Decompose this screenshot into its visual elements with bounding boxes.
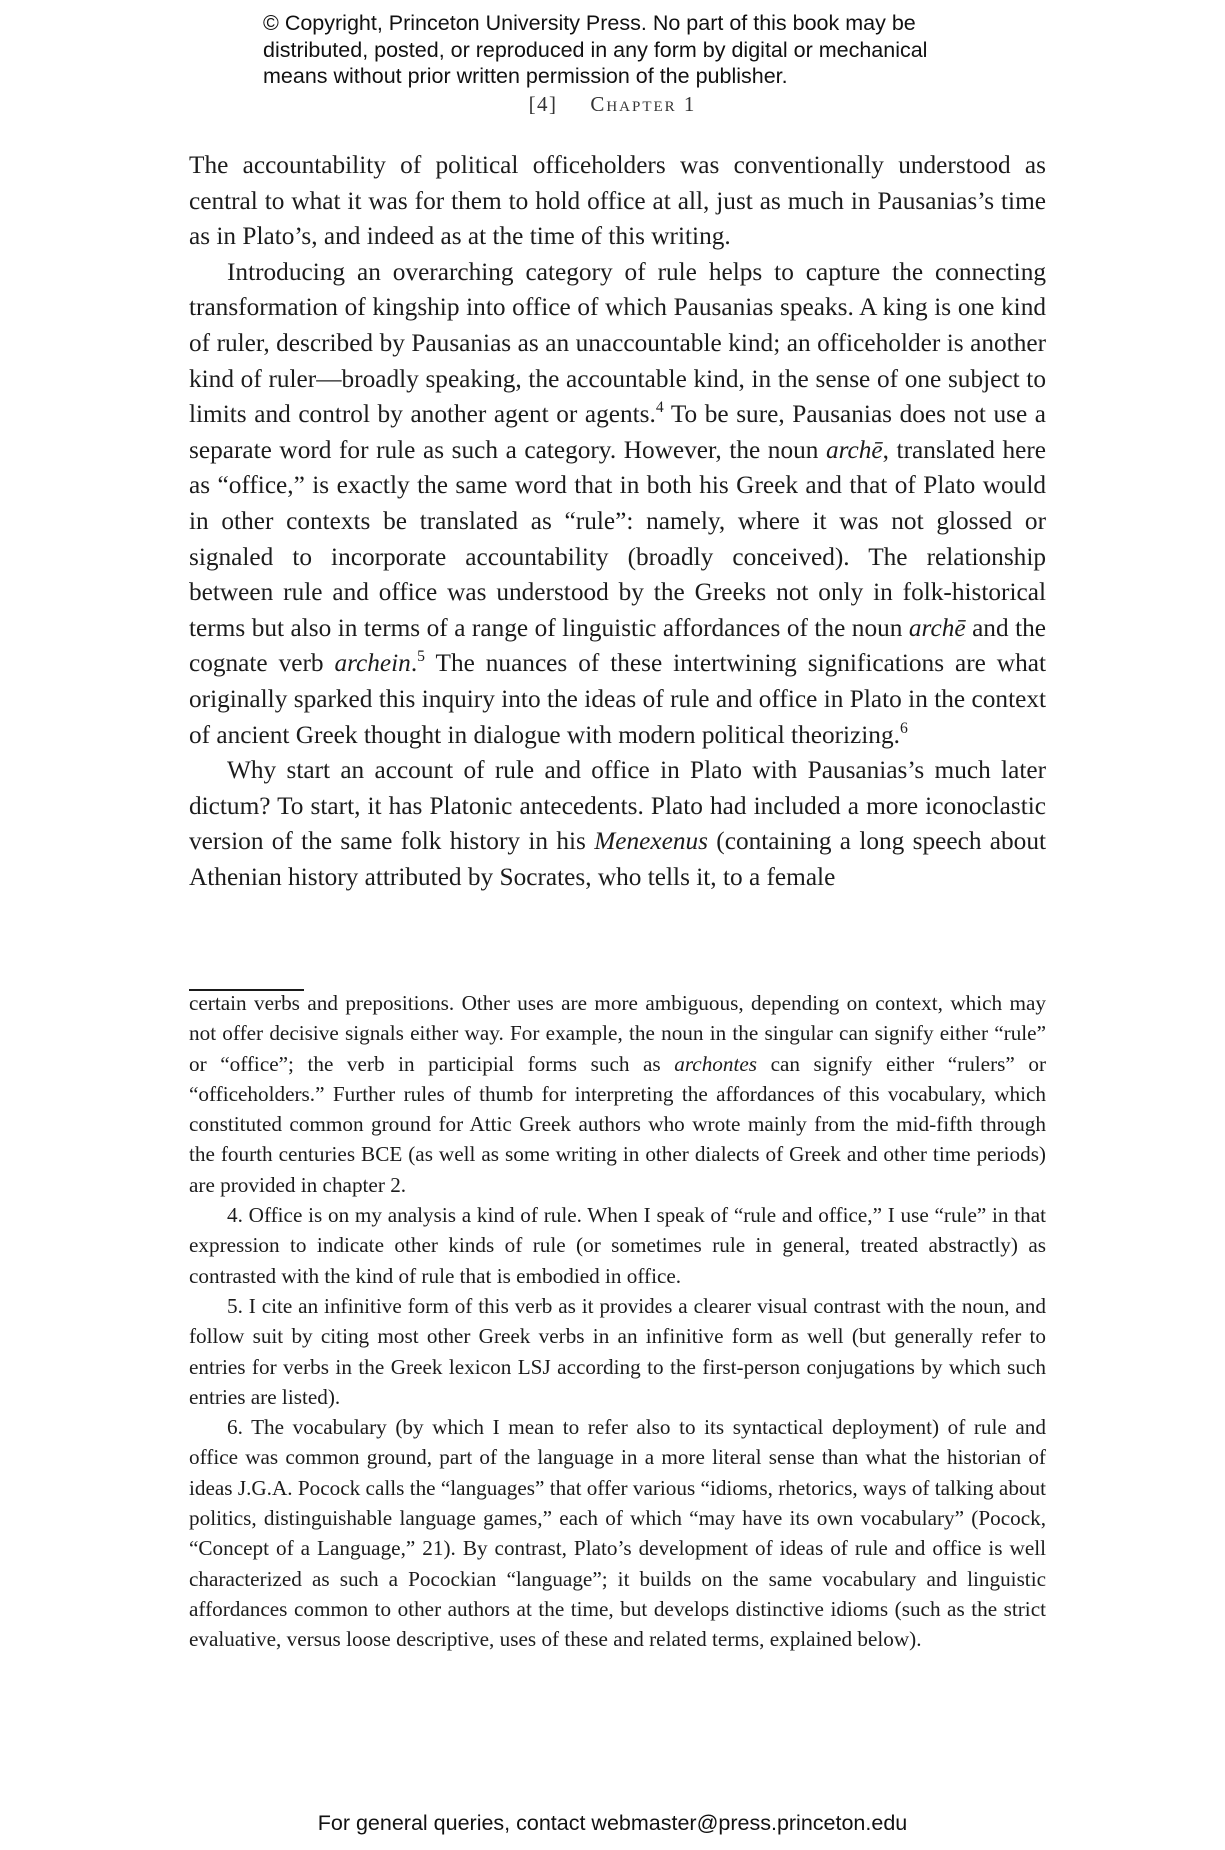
footnote-continuation: certain verbs and prepositions. Other uses are more ambiguous, depending on context, which may not offer decisive signals either way. For example, the noun in the singular can signify either “rule” or “office”; the verb in participial forms such as archontes can signify either “rulers” or “officeholders.” Further rules of thumb for interpreting the affordances of this vocabulary, which constituted common ground for Attic Greek authors who wrote mainly from the mid-fifth through the fourth centuries BCE (as well as some writing in other dialects of Greek and other time periods) are provided in chapter 2. (189, 991, 1047, 1197)
body-paragraph: Introducing an overarching category of rule helps to capture the connecting transformation of kingship into office of which Pausanias speaks. A king is one kind of ruler, described by Pausanias as an unaccountable kind; an officeholder is another kind of ruler—broadly speaking, the accountable kind, in the sense of one subject to limits and control by another agent or agents.$^4$ To be sure, Pausanias does not use a separate word for rule as such a category. However, the noun archē, translated here as “office,” is exactly the same word that in both his Greek and that of Plato would in other contexts be translated as “rule”: namely, where it was not glossed or signaled to incorporate accountability (broadly conceived). The relationship between rule and office was understood by the Greeks not only in folk-historical terms but also in terms of a range of linguistic affordances of the noun archē and the cognate verb archein.$^5$ The nuances of these intertwining significations are what originally sparked this inquiry into the ideas of rule and office in Plato in the context of ancient Greek thought in dialogue with modern political theorizing.$^6$ (189, 257, 1046, 749)
main-text (189, 148, 1046, 895)
footnote-reference[interactable]: 5 (417, 648, 426, 666)
footer-contact: For general queries, contact webmaster@press.princeton.edu (317, 1811, 908, 1835)
footnote-reference[interactable]: 4 (655, 398, 664, 416)
italic-term: archontes (674, 1051, 758, 1076)
copyright-line: distributed, posted, or reproduced in any form by digital or mechanical (263, 37, 928, 62)
footnote-6: 6. The vocabulary (by which I mean to refer also to its syntactical deployment) of rule and office was common ground, part of the language in a more literal sense than what the historian of ideas J.G.A. Pocock calls the “languages” that offer various “idioms, rhetorics, ways of talking about politics, distinguishable language games,” each of which “may have its own vocabulary” (Pocock, “Concept of a Language,” 21). By contrast, Plato’s development of ideas of rule and office is well characterized as such a Pocockian “language”; it builds on the same vocabulary and linguistic affordances common to other authors at the time, but develops distinctive idioms (such as the strict evaluative, versus loose descriptive, uses of these and related terms, explained below). (189, 1415, 1046, 1652)
copyright-line: © Copyright, Princeton University Press. No part of this book may be (263, 11, 916, 35)
body-paragraph: The accountability of political officeholders was conventionally understood as central to what it was for them to hold office at all, just as much in Pausanias’s time as in Plato’s, and indeed as at the time of this writing. (189, 151, 1046, 251)
italic-term: archē (825, 435, 883, 464)
page-number: [4] (528, 92, 558, 116)
footnote-reference[interactable]: 6 (899, 719, 908, 737)
footnote-4: 4. Office is on my analysis a kind of rule. When I speak of “rule and office,” I use “rule” in that expression to indicate other kinds of rule (or sometimes rule in general, treated abstractly) as contrasted with the kind of rule that is embodied in office. (189, 1203, 1046, 1288)
body-paragraph: Why start an account of rule and office in Plato with Pausanias’s much later dictum? To start, it has Platonic antecedents. Plato had included a more iconoclastic version of the same folk history in his Menexenus (containing a long speech about Athenian history attributed by Socrates, who tells it, to a female (189, 756, 1046, 891)
italic-term: archein (334, 649, 411, 678)
italic-term: archē (908, 613, 966, 642)
footnotes (189, 988, 1046, 1655)
copyright-notice (263, 10, 983, 90)
running-head (0, 92, 1225, 117)
copyright-line: means without prior written permission of the publisher. (263, 64, 788, 88)
chapter-label: Chapter 1 (590, 92, 697, 116)
footnote-5: 5. I cite an infinitive form of this verb as it provides a clearer visual contrast with the noun, and follow suit by citing most other Greek verbs in an infinitive form as well (but generally refer to entries for verbs in the Greek lexicon LSJ according to the first-person conjugations by which such entries are listed). (189, 1293, 1046, 1409)
italic-term: Menexenus (594, 827, 708, 856)
